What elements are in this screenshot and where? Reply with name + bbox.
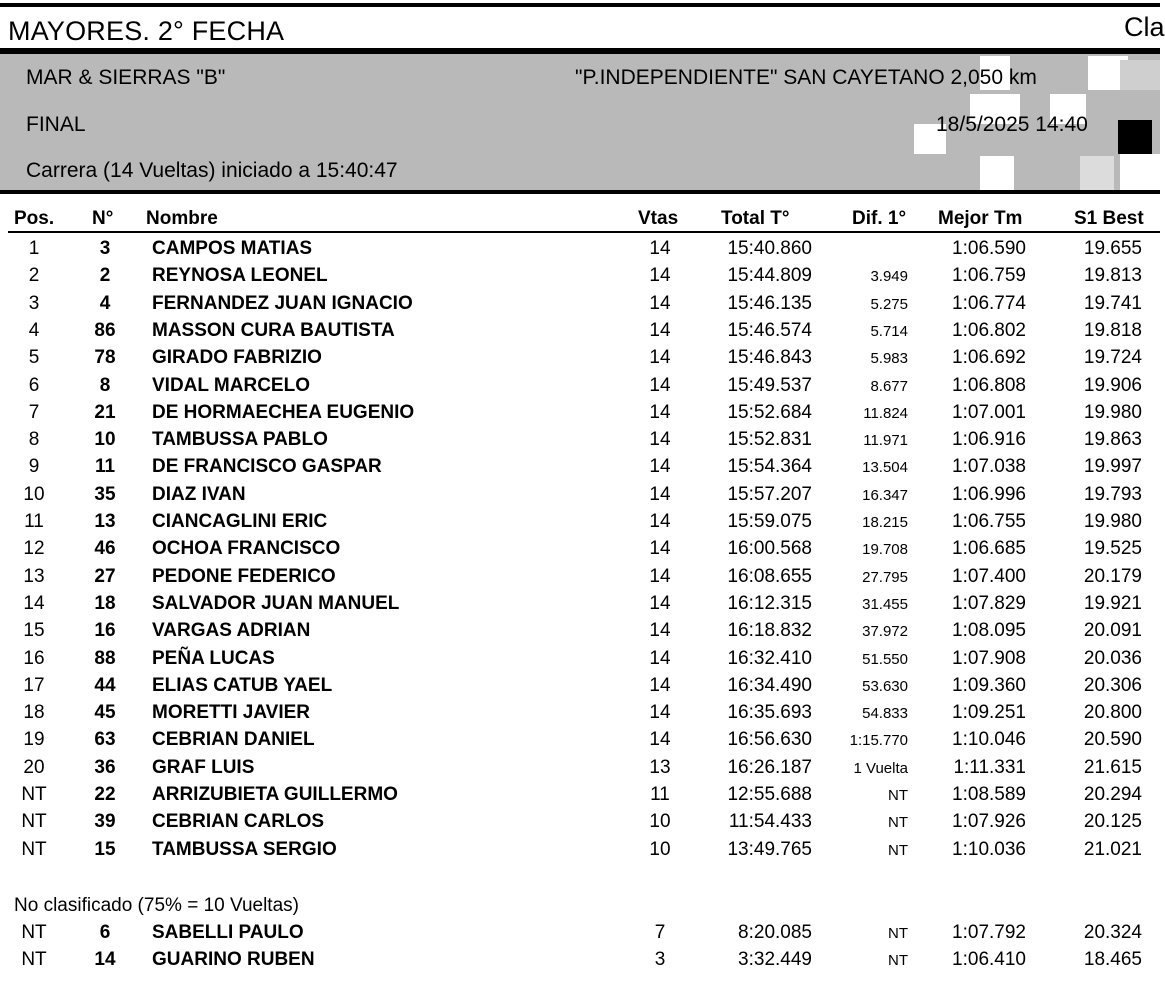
column-header-diff: Dif. 1° (852, 208, 907, 229)
cell-name: FERNANDEZ JUAN IGNACIO (152, 292, 413, 314)
cell-name: CEBRIAN DANIEL (152, 729, 315, 751)
cell-total: 16:26.187 (727, 756, 812, 778)
cell-name: SALVADOR JUAN MANUEL (152, 592, 400, 614)
cell-total: 16:34.490 (727, 674, 812, 696)
cell-num: 35 (94, 483, 116, 505)
cell-total: 15:49.537 (727, 374, 812, 396)
header-rule (8, 231, 1160, 233)
cell-name: OCHOA FRANCISCO (152, 538, 341, 560)
cell-best: 1:11.331 (953, 756, 1026, 778)
cell-total: 15:52.684 (727, 401, 812, 423)
cell-diff: 3.949 (870, 268, 908, 286)
cell-pos: 17 (23, 674, 45, 696)
cell-pos: 5 (28, 347, 40, 369)
cell-total: 16:32.410 (727, 647, 812, 669)
cell-s1: 20.036 (1083, 647, 1142, 669)
cell-total: 16:12.315 (727, 592, 812, 614)
cell-num: 11 (94, 456, 116, 478)
cell-laps: 14 (649, 674, 671, 696)
cell-pos: 12 (23, 538, 45, 560)
cell-laps: 14 (649, 511, 671, 532)
cell-pos: 11 (24, 511, 44, 532)
cell-num: 4 (99, 292, 111, 314)
cell-total: 15:46.843 (727, 347, 812, 369)
cell-s1: 19.980 (1083, 401, 1142, 423)
cell-best: 1:06.759 (952, 265, 1026, 287)
cell-num: 13 (94, 511, 116, 532)
race-start-info: Carrera (14 Vueltas) iniciado a 15:40:47 (26, 159, 398, 182)
cell-s1: 19.724 (1083, 347, 1142, 369)
cell-pos: NT (21, 949, 47, 971)
cell-pos: 6 (28, 374, 40, 396)
cell-total: 3:32.449 (738, 949, 812, 971)
cell-diff: 13.504 (862, 459, 908, 477)
cell-num: 22 (94, 784, 116, 805)
cell-s1: 20.179 (1083, 565, 1142, 587)
cell-s1: 19.793 (1083, 483, 1142, 505)
cell-pos: NT (21, 811, 47, 833)
cell-laps: 14 (649, 538, 671, 560)
cell-num: 88 (94, 647, 116, 669)
cell-pos: 20 (23, 756, 45, 778)
cell-total: 15:54.364 (727, 456, 812, 478)
circuit-label: "P.INDEPENDIENTE" SAN CAYETANO 2,050 km (575, 66, 1037, 89)
cell-laps: 10 (649, 811, 671, 833)
cell-total: 16:18.832 (727, 620, 812, 642)
not-classified-note: No clasificado (75% = 10 Vueltas) (14, 895, 299, 916)
cell-s1: 18.465 (1083, 949, 1142, 971)
cell-name: DE HORMAECHEA EUGENIO (152, 401, 415, 423)
cell-s1: 21.021 (1083, 838, 1142, 860)
cell-diff: NT (888, 787, 908, 804)
cell-diff: 54.833 (862, 705, 908, 723)
cell-s1: 20.800 (1083, 702, 1142, 724)
cell-pos: NT (21, 922, 47, 943)
cell-best: 1:06.808 (952, 374, 1026, 396)
cell-num: 10 (94, 429, 116, 451)
cell-name: GIRADO FABRIZIO (152, 347, 322, 369)
cell-pos: 15 (23, 620, 45, 642)
cell-best: 1:07.829 (952, 592, 1026, 614)
cell-pos: 4 (28, 319, 40, 341)
cell-total: 15:40.860 (727, 238, 812, 259)
date-time-label: 18/5/2025 14:40 (936, 113, 1088, 136)
cell-s1: 19.980 (1083, 511, 1142, 532)
column-header-s1-best: S1 Best (1074, 208, 1144, 229)
column-header-name: Nombre (146, 208, 218, 229)
cell-pos: 16 (23, 647, 45, 669)
cell-best: 1:10.046 (952, 729, 1026, 751)
cell-name: ARRIZUBIETA GUILLERMO (152, 784, 398, 805)
cell-laps: 14 (649, 292, 671, 314)
cell-total: 15:52.831 (727, 429, 812, 451)
cell-diff: 18.215 (862, 514, 908, 531)
cell-pos: 10 (23, 483, 45, 505)
cell-laps: 14 (649, 265, 671, 287)
cell-total: 13:49.765 (727, 838, 812, 860)
cell-s1: 19.997 (1083, 456, 1142, 478)
cell-laps: 14 (649, 238, 671, 259)
cell-num: 44 (94, 674, 116, 696)
cell-s1: 20.590 (1083, 729, 1142, 751)
cell-laps: 14 (649, 647, 671, 669)
cell-diff: 5.714 (870, 322, 908, 340)
cell-diff: 11.971 (863, 432, 908, 450)
cell-pos: 13 (23, 565, 45, 587)
cell-pos: 1 (28, 238, 40, 259)
cell-total: 8:20.085 (738, 922, 812, 943)
cell-pos: 9 (28, 456, 40, 478)
cell-total: 16:08.655 (727, 565, 812, 587)
cell-s1: 19.818 (1083, 319, 1142, 341)
cell-diff: 51.550 (862, 650, 908, 668)
category-label: MAR & SIERRAS "B" (26, 66, 226, 89)
cell-name: CAMPOS MATIAS (152, 238, 313, 259)
cell-pos: NT (21, 784, 47, 805)
cell-name: GRAF LUIS (152, 756, 255, 778)
cell-pos: 8 (28, 429, 40, 451)
cell-diff: NT (888, 814, 908, 832)
cell-diff: NT (888, 925, 908, 942)
cell-total: 15:46.135 (727, 292, 812, 314)
cell-name: ELIAS CATUB YAEL (152, 674, 333, 696)
cell-name: MASSON CURA BAUTISTA (152, 319, 395, 341)
cell-diff: 37.972 (862, 623, 908, 641)
cell-best: 1:06.692 (952, 347, 1026, 369)
cell-name: TAMBUSSA SERGIO (152, 838, 337, 860)
cell-diff: NT (888, 841, 908, 859)
cell-name: TAMBUSSA PABLO (152, 429, 328, 451)
cell-s1: 20.125 (1083, 811, 1142, 833)
cell-diff: 27.795 (862, 568, 908, 586)
cell-pos: NT (21, 838, 47, 860)
cell-diff: 5.275 (870, 295, 908, 313)
cell-total: 15:44.809 (727, 265, 812, 287)
cell-diff: 11.824 (863, 404, 908, 422)
cell-name: GUARINO RUBEN (152, 949, 315, 971)
cell-best: 1:06.774 (952, 292, 1026, 314)
column-header-total-time: Total T° (721, 208, 790, 229)
top-rule (0, 3, 1160, 7)
cell-best: 1:06.410 (952, 949, 1026, 971)
cell-laps: 14 (649, 620, 671, 642)
cell-s1: 20.091 (1083, 620, 1142, 642)
cell-pos: 2 (28, 265, 40, 287)
cell-total: 11:54.433 (728, 811, 812, 833)
cell-name: VIDAL MARCELO (152, 374, 310, 396)
cell-num: 86 (94, 319, 116, 341)
cell-s1: 19.813 (1083, 265, 1142, 287)
cell-best: 1:08.095 (952, 620, 1026, 642)
cell-num: 15 (94, 838, 116, 860)
cell-num: 6 (99, 922, 111, 943)
cell-num: 27 (94, 565, 116, 587)
cell-best: 1:09.360 (952, 674, 1026, 696)
cell-total: 12:55.688 (727, 784, 812, 805)
cell-diff: 53.630 (862, 677, 908, 695)
cell-total: 16:00.568 (727, 538, 812, 560)
cell-laps: 14 (649, 729, 671, 751)
cell-best: 1:07.038 (952, 456, 1026, 478)
cell-laps: 7 (654, 922, 666, 943)
cell-num: 16 (94, 620, 116, 642)
cell-total: 15:59.075 (727, 511, 812, 532)
cell-s1: 19.921 (1083, 592, 1142, 614)
cell-diff: 8.677 (870, 377, 908, 395)
cell-laps: 14 (649, 401, 671, 423)
cell-num: 8 (99, 374, 111, 396)
cell-s1: 19.906 (1083, 374, 1142, 396)
cell-name: MORETTI JAVIER (152, 702, 310, 724)
cell-total: 15:57.207 (727, 483, 812, 505)
cell-laps: 13 (649, 756, 671, 778)
cell-laps: 14 (649, 429, 671, 451)
cell-num: 63 (94, 729, 116, 751)
cell-pos: 3 (28, 292, 40, 314)
column-header-laps: Vtas (638, 208, 679, 229)
cell-name: SABELLI PAULO (152, 922, 304, 943)
cell-s1: 19.525 (1083, 538, 1142, 560)
cell-num: 36 (94, 756, 116, 778)
cell-name: CEBRIAN CARLOS (152, 811, 325, 833)
cell-best: 1:09.251 (952, 702, 1026, 724)
cell-num: 46 (94, 538, 116, 560)
cell-best: 1:06.685 (952, 538, 1026, 560)
cell-num: 39 (94, 811, 116, 833)
column-header-pos: Pos. (14, 208, 55, 229)
cell-pos: 18 (23, 702, 45, 724)
cell-name: VARGAS ADRIAN (152, 620, 311, 642)
race-info-panel (0, 54, 1160, 194)
cell-laps: 14 (649, 565, 671, 587)
cell-laps: 14 (649, 347, 671, 369)
cell-best: 1:07.908 (952, 647, 1026, 669)
session-label: FINAL (26, 113, 86, 136)
column-header-best-lap: Mejor Tm (938, 208, 1023, 229)
cell-name: DE FRANCISCO GASPAR (152, 456, 382, 478)
column-header-number: N° (92, 208, 114, 229)
cell-diff: 31.455 (862, 595, 908, 613)
cell-num: 3 (99, 238, 111, 259)
cell-s1: 20.306 (1083, 674, 1142, 696)
cell-best: 1:06.755 (952, 511, 1026, 532)
cell-laps: 14 (649, 374, 671, 396)
cell-laps: 14 (649, 483, 671, 505)
cell-best: 1:06.590 (952, 238, 1026, 259)
cell-best: 1:07.400 (952, 565, 1026, 587)
cell-s1: 19.863 (1083, 429, 1142, 451)
cell-laps: 14 (649, 319, 671, 341)
cell-name: PEÑA LUCAS (152, 647, 275, 669)
title-right-cutoff: Cla (1124, 12, 1165, 42)
cell-total: 16:35.693 (727, 702, 812, 724)
cell-diff: 16.347 (862, 486, 908, 504)
cell-s1: 19.655 (1083, 238, 1142, 259)
cell-num: 45 (94, 702, 116, 724)
cell-total: 15:46.574 (727, 319, 812, 341)
cell-s1: 20.294 (1083, 784, 1142, 805)
cell-best: 1:07.001 (952, 401, 1026, 423)
cell-laps: 14 (649, 456, 671, 478)
cell-num: 78 (94, 347, 116, 369)
cell-laps: 14 (649, 592, 671, 614)
cell-best: 1:07.926 (952, 811, 1026, 833)
cell-name: REYNOSA LEONEL (152, 265, 328, 287)
cell-best: 1:06.916 (952, 429, 1026, 451)
cell-diff: 1 Vuelta (853, 759, 908, 777)
cell-s1: 20.324 (1083, 922, 1142, 943)
cell-best: 1:07.792 (952, 922, 1026, 943)
cell-num: 2 (99, 265, 111, 287)
cell-num: 18 (94, 592, 116, 614)
cell-best: 1:08.589 (952, 784, 1026, 805)
cell-num: 14 (94, 949, 116, 971)
cell-name: CIANCAGLINI ERIC (152, 511, 328, 532)
cell-total: 16:56.630 (727, 729, 812, 751)
cell-laps: 14 (649, 702, 671, 724)
cell-diff: NT (888, 952, 908, 970)
cell-diff: 19.708 (862, 541, 908, 559)
page-title: MAYORES. 2° FECHA (8, 16, 285, 46)
cell-name: PEDONE FEDERICO (152, 565, 336, 587)
cell-best: 1:10.036 (952, 838, 1026, 860)
cell-pos: 14 (23, 592, 45, 614)
cell-num: 21 (94, 401, 116, 423)
cell-diff: 5.983 (870, 350, 908, 368)
cell-pos: 19 (23, 729, 45, 751)
cell-laps: 11 (650, 784, 670, 805)
cell-laps: 10 (649, 838, 671, 860)
cell-name: DIAZ IVAN (152, 483, 246, 505)
cell-best: 1:06.996 (952, 483, 1026, 505)
cell-diff: 1:15.770 (849, 732, 908, 750)
cell-s1: 19.741 (1083, 292, 1142, 314)
cell-pos: 7 (28, 401, 40, 423)
cell-best: 1:06.802 (952, 319, 1026, 341)
cell-s1: 21.615 (1083, 756, 1142, 778)
cell-laps: 3 (654, 949, 666, 971)
